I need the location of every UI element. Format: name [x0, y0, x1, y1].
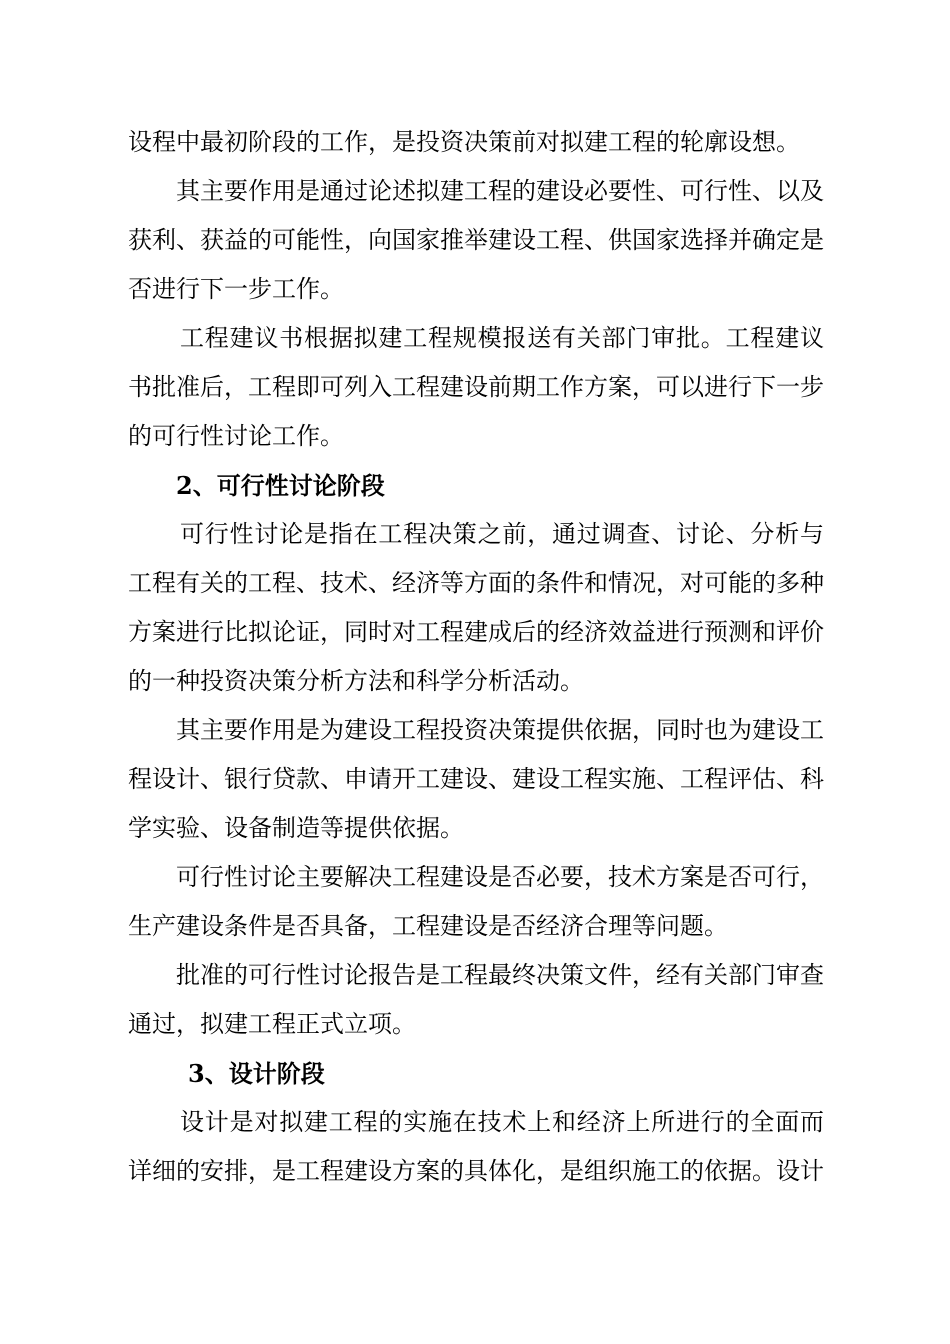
paragraph-design-definition: 设计是对拟建工程的实施在技术上和经济上所进行的全面而详细的安排，是工程建设方案的具体化，是组织施工的依据。设计 [128, 1108, 824, 1185]
document-page [128, 118, 824, 1196]
paragraph-feasibility-role: 其主要作用是为建设工程投资决策提供依据，同时也为建设工程设计、银行贷款、申请开工建设、建设工程实施、工程评估、科学实验、设备制造等提供依据。 [128, 716, 824, 842]
paragraph-approval: 工程建议书根据拟建工程规模报送有关部门审批。工程建议书批准后，工程即可列入工程建设前期工作方案，可以进行下一步的可行性讨论工作。 [128, 324, 824, 450]
paragraph-feasibility-issues: 可行性讨论主要解决工程建设是否必要，技术方案是否可行，生产建设条件是否具备，工程建设是否经济合理等问题。 [128, 863, 824, 940]
section-heading-feasibility: 2、可行性讨论阶段 [176, 471, 385, 500]
paragraph-main-role: 其主要作用是通过论述拟建工程的建设必要性、可行性、以及获利、获益的可能性，向国家推举建设工程、供国家选择并确定是否进行下一步工作。 [128, 177, 824, 303]
paragraph-continuation: 设程中最初阶段的工作，是投资决策前对拟建工程的轮廓设想。 [128, 128, 800, 156]
paragraph-feasibility-definition: 可行性讨论是指在工程决策之前，通过调查、讨论、分析与工程有关的工程、技术、经济等方面的条件和情况，对可能的多种方案进行比拟论证，同时对工程建成后的经济效益进行预测和评价的一种投资决策分析方法和科学分析活动。 [128, 520, 824, 695]
section-heading-design: 3、设计阶段 [188, 1059, 325, 1088]
paragraph-feasibility-report: 批准的可行性讨论报告是工程最终决策文件，经有关部门审查通过，拟建工程正式立项。 [128, 961, 824, 1038]
